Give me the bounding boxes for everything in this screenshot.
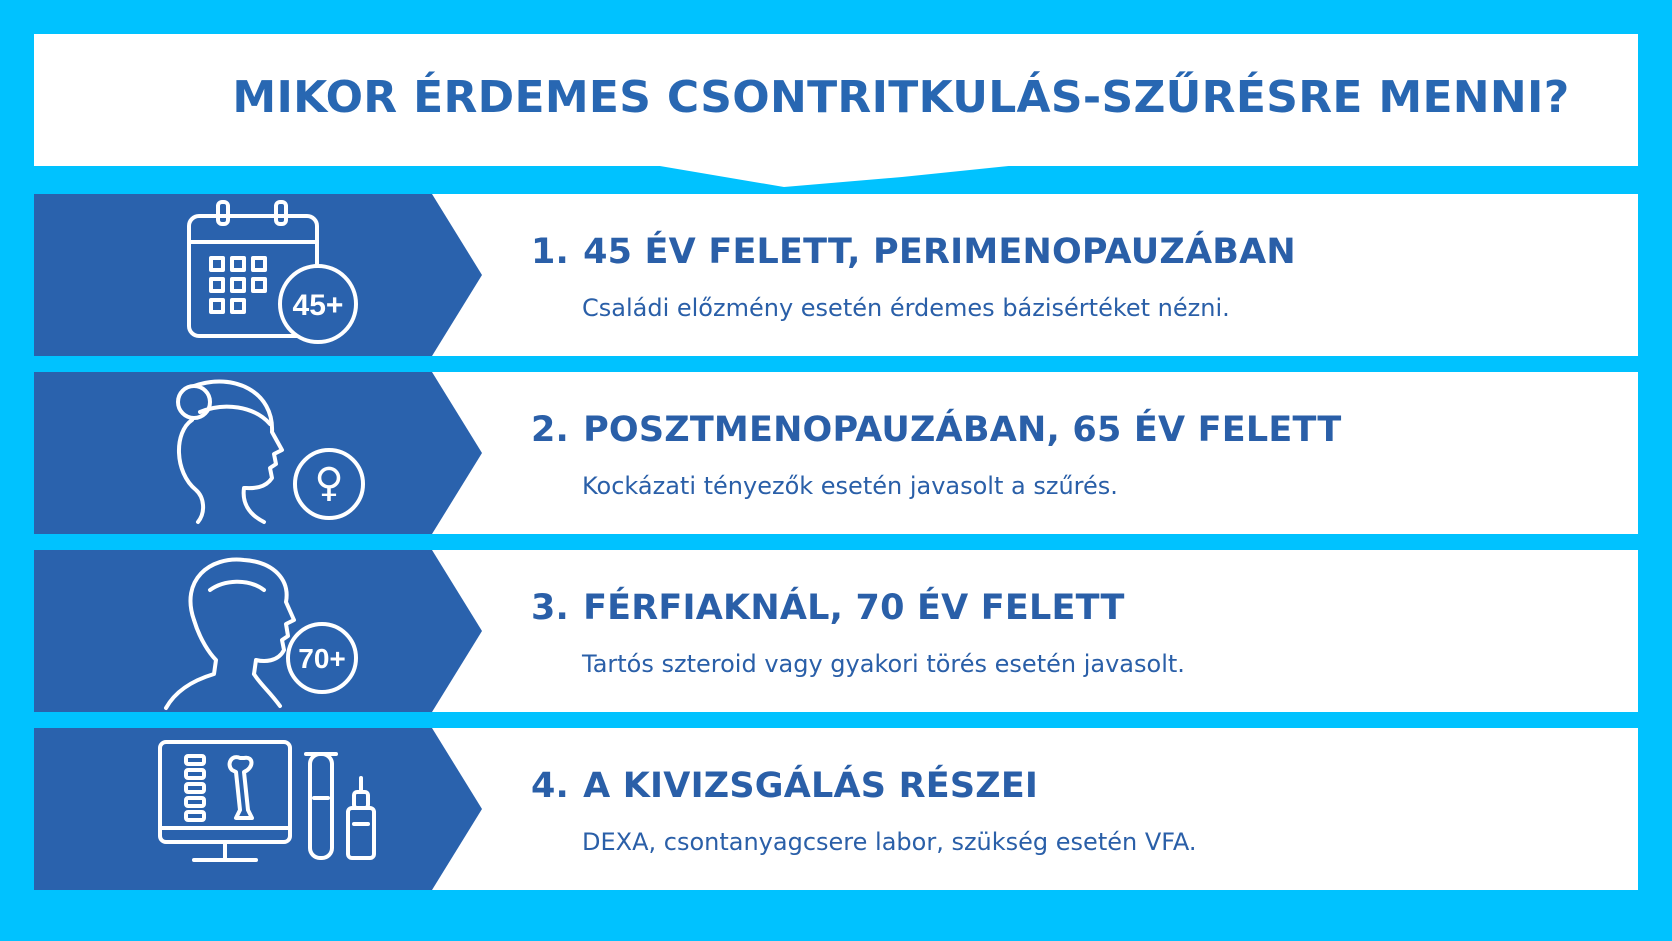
item-number: 3. <box>531 588 570 628</box>
item-title: A KIVIZSGÁLÁS RÉSZEI <box>583 766 1039 806</box>
woman-profile-icon <box>114 372 414 534</box>
item-number: 4. <box>531 766 570 806</box>
page-title: MIKOR ÉRDEMES CSONTRITKULÁS-SZŰRÉSRE MENNI? <box>232 72 1570 123</box>
item-description: Családi előzmény esetén érdemes bázisértéket nézni. <box>582 294 1230 322</box>
item-heading <box>531 232 1296 272</box>
badge-text: 45+ <box>292 289 344 322</box>
list-item <box>34 550 1638 712</box>
badge-text: 70+ <box>298 643 346 674</box>
xray-monitor-icon <box>114 728 414 890</box>
list-item <box>34 194 1638 356</box>
item-heading <box>531 410 1341 450</box>
item-description: DEXA, csontanyagcsere labor, szükség esetén VFA. <box>582 828 1197 856</box>
title-panel <box>34 34 1638 166</box>
item-heading <box>531 766 1038 806</box>
item-title: FÉRFIAKNÁL, 70 ÉV FELETT <box>583 588 1125 628</box>
list-item <box>34 728 1638 890</box>
item-description: Tartós szteroid vagy gyakori törés esetén javasolt. <box>582 650 1185 678</box>
man-profile-icon <box>114 550 414 712</box>
item-description: Kockázati tényezők esetén javasolt a szűrés. <box>582 472 1118 500</box>
item-title: 45 ÉV FELETT, PERIMENOPAUZÁBAN <box>583 232 1296 272</box>
badge-text: ♀ <box>314 460 344 506</box>
item-heading <box>531 588 1125 628</box>
item-number: 2. <box>531 410 570 450</box>
list-item <box>34 372 1638 534</box>
item-title: POSZTMENOPAUZÁBAN, 65 ÉV FELETT <box>583 410 1342 450</box>
title-panel-pointer <box>34 165 1638 189</box>
calendar-icon <box>114 194 414 356</box>
item-number: 1. <box>531 232 570 272</box>
